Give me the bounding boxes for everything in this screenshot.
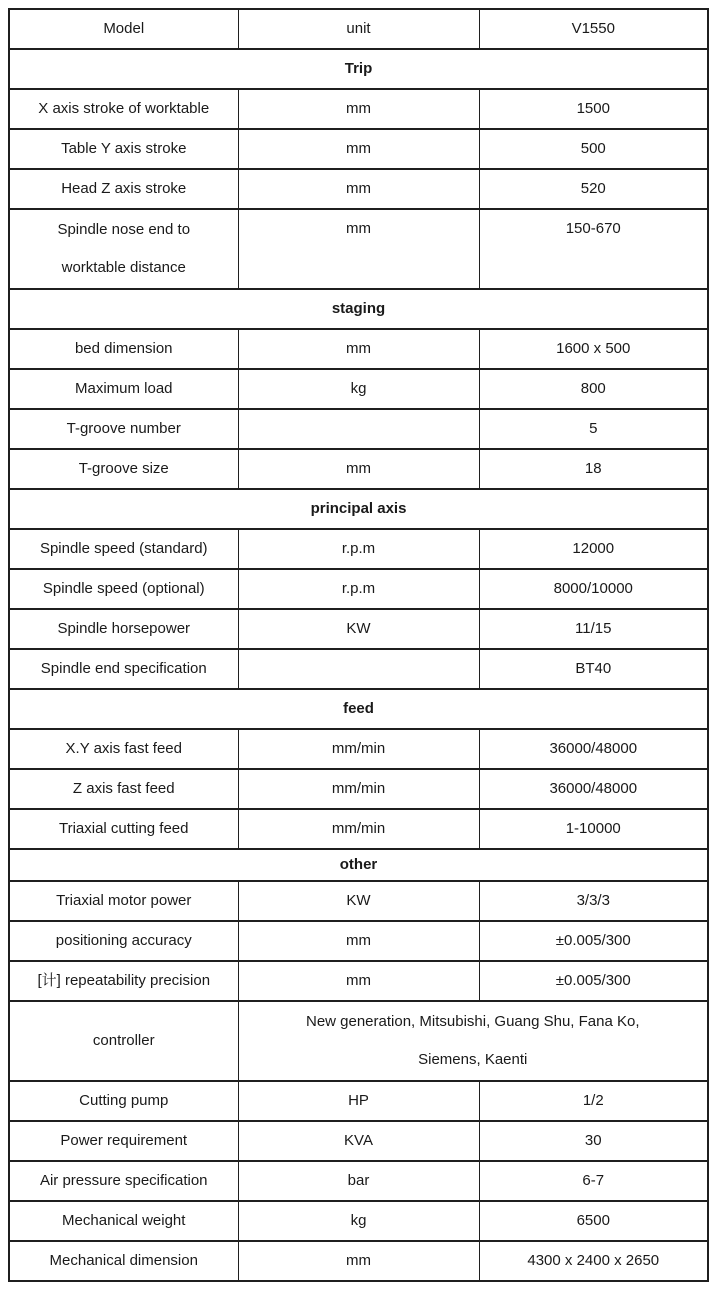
cell-text: T-groove number — [66, 419, 181, 437]
table-row — [9, 1121, 708, 1161]
value-cell — [479, 1201, 708, 1241]
unit-cell — [238, 89, 479, 129]
spec-label-cell — [9, 809, 238, 849]
spec-label-cell — [9, 881, 238, 921]
value-cell — [479, 649, 708, 689]
cell-text: mm — [346, 1251, 371, 1269]
value-cell — [479, 169, 708, 209]
section-row — [9, 689, 708, 729]
cell-text: mm — [346, 339, 371, 357]
cell-text: 1500 — [576, 99, 610, 117]
cell-text: Cutting pump — [79, 1091, 169, 1109]
unit-cell — [238, 529, 479, 569]
cell-text: Spindle speed (standard) — [39, 539, 208, 557]
cell-text: 8000/10000 — [553, 579, 633, 597]
spec-label-cell — [9, 89, 238, 129]
value-cell — [479, 1241, 708, 1281]
cell-text: 12000 — [572, 539, 615, 557]
cell-text: X.Y axis fast feed — [65, 739, 182, 757]
cell-text: bar — [347, 1171, 370, 1189]
cell-text: 36000/48000 — [549, 779, 638, 797]
cell-text: Table Y axis stroke — [61, 139, 187, 157]
section-header-feed — [9, 689, 708, 729]
unit-cell — [238, 1081, 479, 1121]
unit-cell — [238, 1001, 708, 1081]
cell-text: 500 — [580, 139, 606, 157]
value-cell — [479, 569, 708, 609]
cell-text: KW — [346, 619, 371, 637]
value-cell — [479, 9, 708, 49]
table-row — [9, 129, 708, 169]
value-cell — [479, 369, 708, 409]
spec-label-cell — [9, 529, 238, 569]
value-cell — [479, 809, 708, 849]
cell-text: ±0.005/300 — [555, 931, 631, 949]
unit-cell — [238, 209, 479, 289]
spec-label-cell — [9, 729, 238, 769]
value-cell — [479, 961, 708, 1001]
cell-text: worktable distance — [61, 259, 186, 276]
cell-text: Spindle nose end to — [57, 220, 191, 238]
cell-text: 1-10000 — [565, 819, 621, 837]
value-cell — [479, 921, 708, 961]
table-row — [9, 649, 708, 689]
table-row — [9, 89, 708, 129]
cell-text: [计] repeatability precision — [37, 971, 211, 989]
value-cell — [479, 1121, 708, 1161]
value-cell — [479, 769, 708, 809]
spec-label-cell — [9, 169, 238, 209]
cell-text: V1550 — [571, 19, 615, 37]
value-cell — [479, 1161, 708, 1201]
cell-text: Spindle speed (optional) — [42, 579, 205, 597]
unit-cell — [238, 1121, 479, 1161]
cell-text: Air pressure specification — [39, 1171, 208, 1189]
cell-text: Model — [103, 19, 145, 37]
value-cell — [479, 1081, 708, 1121]
unit-cell — [238, 409, 479, 449]
cell-text: Mechanical weight — [62, 1211, 186, 1229]
unit-cell — [238, 649, 479, 689]
spec-label-cell — [9, 921, 238, 961]
unit-cell — [238, 1241, 479, 1281]
table-row — [9, 881, 708, 921]
table-row — [9, 769, 708, 809]
unit-cell — [238, 921, 479, 961]
cell-text: 18 — [584, 459, 602, 477]
cell-text: mm/min — [331, 739, 386, 757]
cell-text: Spindle horsepower — [57, 619, 191, 637]
cell-text: Maximum load — [74, 379, 173, 397]
table-row — [9, 729, 708, 769]
table-row — [9, 369, 708, 409]
table-row — [9, 409, 708, 449]
unit-cell — [238, 449, 479, 489]
spec-label-cell — [9, 369, 238, 409]
unit-cell — [238, 729, 479, 769]
unit-cell — [238, 809, 479, 849]
cell-text: 520 — [580, 179, 606, 197]
spec-table-body — [9, 9, 708, 1281]
section-header-principal-axis — [9, 489, 708, 529]
cell-text: positioning accuracy — [55, 931, 192, 949]
table-row — [9, 169, 708, 209]
spec-label-cell — [9, 769, 238, 809]
unit-cell — [238, 881, 479, 921]
cell-text: 36000/48000 — [549, 739, 638, 757]
cell-text: mm/min — [331, 779, 386, 797]
cell-text: Spindle end specification — [40, 659, 207, 677]
section-row — [9, 289, 708, 329]
cell-text: Triaxial cutting feed — [58, 819, 189, 837]
table-row — [9, 921, 708, 961]
cell-text: mm — [346, 220, 371, 237]
cell-text: 11/15 — [575, 619, 612, 637]
unit-cell — [238, 9, 479, 49]
cell-text: 5 — [589, 419, 598, 437]
unit-cell — [238, 129, 479, 169]
cell-text: mm — [346, 931, 371, 949]
unit-cell — [238, 169, 479, 209]
cell-text: 3/3/3 — [576, 891, 610, 909]
cell-text: 800 — [580, 379, 606, 397]
cell-text: 4300 x 2400 x 2650 — [527, 1251, 660, 1269]
spec-label-cell — [9, 1161, 238, 1201]
unit-cell — [238, 569, 479, 609]
cell-text: kg — [350, 1211, 367, 1229]
section-label: staging — [331, 299, 386, 317]
unit-cell — [238, 769, 479, 809]
unit-cell — [238, 1201, 479, 1241]
value-cell — [479, 89, 708, 129]
spec-label-cell — [9, 329, 238, 369]
cell-text: Mechanical dimension — [49, 1251, 198, 1269]
cell-text: mm — [346, 139, 371, 157]
cell-text: New generation, Mitsubishi, Guang Shu, Fana Ko, — [305, 1012, 640, 1030]
table-row — [9, 329, 708, 369]
cell-text: 6500 — [576, 1211, 610, 1229]
spec-label-cell — [9, 1201, 238, 1241]
spec-label-cell — [9, 129, 238, 169]
spec-label-cell — [9, 1241, 238, 1281]
cell-text: kg — [350, 379, 367, 397]
value-cell — [479, 449, 708, 489]
value-cell — [479, 409, 708, 449]
table-row — [9, 809, 708, 849]
cell-text: HP — [348, 1091, 369, 1109]
table-row — [9, 609, 708, 649]
unit-cell — [238, 609, 479, 649]
section-row — [9, 849, 708, 881]
table-row — [9, 569, 708, 609]
unit-cell — [238, 961, 479, 1001]
table-row — [9, 1161, 708, 1201]
value-cell — [479, 329, 708, 369]
cell-text: Z axis fast feed — [72, 779, 175, 797]
cell-text: mm — [346, 971, 371, 989]
table-row — [9, 1241, 708, 1281]
value-cell — [479, 209, 708, 289]
cell-text: mm — [346, 459, 371, 477]
spec-label-cell — [9, 961, 238, 1001]
unit-cell — [238, 1161, 479, 1201]
section-label: feed — [343, 699, 374, 717]
cell-text: Siemens, Kaenti — [418, 1051, 528, 1068]
value-cell — [479, 129, 708, 169]
cell-text: Head Z axis stroke — [61, 179, 187, 197]
table-row — [9, 9, 708, 49]
spec-label-cell — [9, 609, 238, 649]
spec-label-cell — [9, 569, 238, 609]
cell-text: mm — [346, 179, 371, 197]
cell-text: 1600 x 500 — [556, 339, 631, 357]
section-header-trip — [9, 49, 708, 89]
cell-text: unit — [346, 19, 371, 37]
value-cell — [479, 529, 708, 569]
cell-text: r.p.m — [341, 539, 376, 557]
cell-text: r.p.m — [341, 579, 376, 597]
cell-text: Power requirement — [60, 1131, 188, 1149]
section-label: other — [339, 855, 378, 873]
table-row — [9, 1081, 708, 1121]
spec-label-cell — [9, 409, 238, 449]
cell-text: mm/min — [331, 819, 386, 837]
section-label: Trip — [344, 59, 373, 77]
value-cell — [479, 729, 708, 769]
spec-table — [8, 8, 709, 1282]
table-row — [9, 961, 708, 1001]
unit-cell — [238, 329, 479, 369]
cell-text: KVA — [344, 1131, 373, 1149]
unit-cell — [238, 369, 479, 409]
spec-label-cell — [9, 9, 238, 49]
spec-label-cell — [9, 1001, 238, 1081]
table-row — [9, 529, 708, 569]
spec-label-cell — [9, 1121, 238, 1161]
table-row — [9, 449, 708, 489]
cell-text: 150-670 — [565, 220, 621, 237]
table-row — [9, 1201, 708, 1241]
spec-label-cell — [9, 209, 238, 289]
cell-text: bed dimension — [74, 339, 173, 357]
spec-label-cell — [9, 649, 238, 689]
cell-text: X axis stroke of worktable — [38, 99, 210, 117]
section-header-other — [9, 849, 708, 881]
section-row — [9, 489, 708, 529]
value-cell — [479, 881, 708, 921]
table-row — [9, 209, 708, 289]
cell-text: Triaxial motor power — [56, 891, 192, 909]
cell-text: mm — [346, 99, 371, 117]
spec-label-cell — [9, 449, 238, 489]
cell-text: T-groove size — [78, 459, 169, 477]
value-cell — [479, 609, 708, 649]
cell-text: 6-7 — [582, 1171, 605, 1189]
cell-text: ±0.005/300 — [555, 971, 631, 989]
cell-text: 1/2 — [582, 1091, 604, 1109]
section-row — [9, 49, 708, 89]
section-header-staging — [9, 289, 708, 329]
cell-text: BT40 — [575, 659, 612, 677]
table-row — [9, 1001, 708, 1081]
cell-text: controller — [92, 1031, 155, 1049]
cell-text: KW — [346, 891, 371, 909]
section-label: principal axis — [310, 499, 407, 517]
spec-label-cell — [9, 1081, 238, 1121]
cell-text: 30 — [584, 1131, 602, 1149]
